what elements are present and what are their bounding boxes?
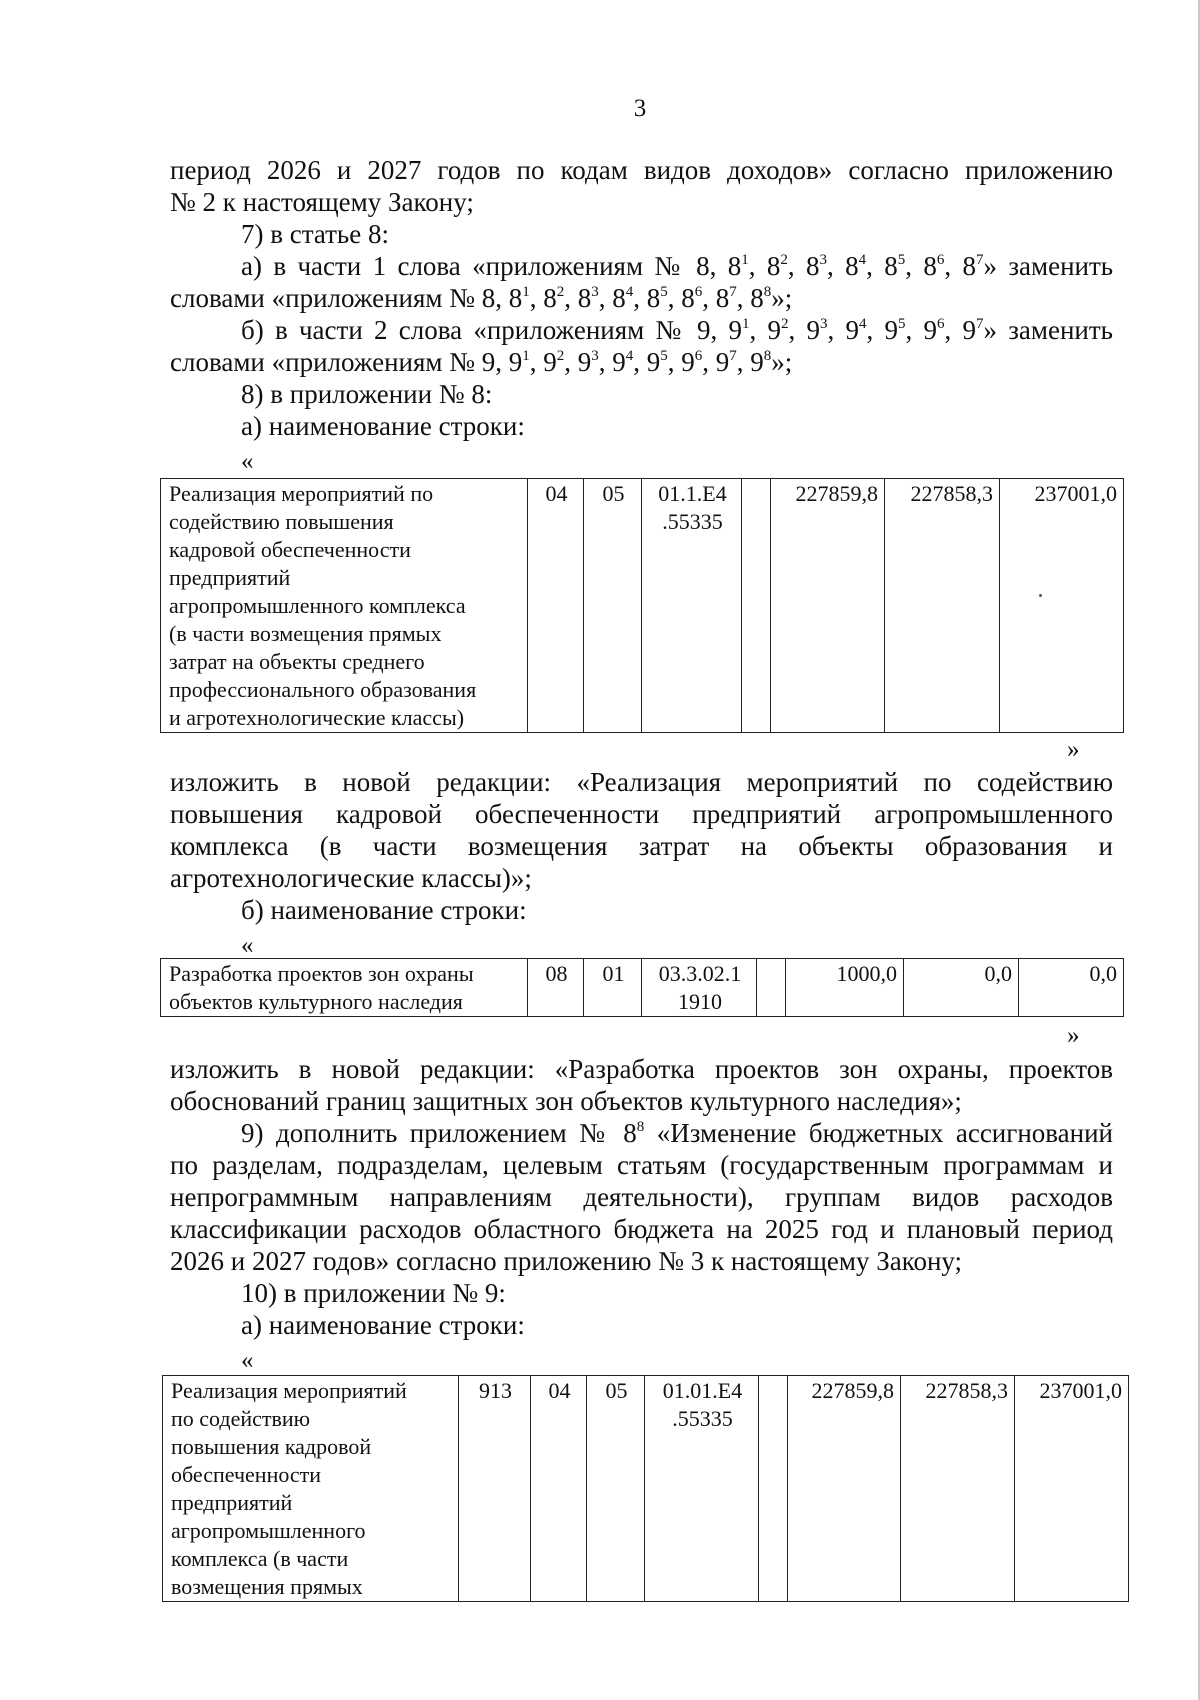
cell-line: (в части возмещения прямых [169,621,442,646]
appendix-number: 9 [508,347,523,377]
appendix-number: 9 [884,315,899,345]
appendix-number: 8 [884,251,898,281]
appendix-number: 9 [543,347,557,377]
appendix-number: 9 [728,315,743,345]
appendix-number: 8 [806,251,820,281]
close-quote: » [1067,1022,1080,1049]
appendix-superscript: 8 [763,284,772,300]
appendix-number: 9 [612,347,626,377]
subsection-code: 01 [584,959,642,1017]
appendix-superscript: 2 [780,252,788,268]
row-name-cell [161,959,528,1017]
section-code: 04 [528,479,584,733]
appendix-superscript: 2 [556,284,565,300]
appendix-number: 9 [962,315,977,345]
row-name-cell [163,1376,459,1602]
appendix-superscript: 5 [898,316,906,332]
appendix-number: 9 [681,347,695,377]
appendix-number: 8 [543,283,557,313]
cell-line: комплекса (в части [171,1546,349,1571]
appendix-number: 8 [766,251,781,281]
appendix-superscript: 5 [660,348,668,364]
cell-line: Реализация мероприятий по [169,481,434,506]
appendix-superscript: 3 [591,284,599,300]
appendix-number: 8 [612,283,626,313]
cell-line: 01.01.E4 [662,1378,743,1403]
amount-2025: 227859,8 [771,479,885,733]
appendix-number: 8 [923,251,937,281]
appendix-superscript: 8 [763,348,772,364]
cell-line: 03.3.02.1 [658,961,742,986]
appendix-number: 8 [750,283,764,313]
paragraph-add-appendix: 9) дополнить приложением № $8^8$ «Изменение бюджетных ассигнований по разделам, подразделам, целевым статьям (государственным программам и непрограммным направлениям деятельности), группам видов расходов классификации расходов областного бюджета на 2025 год и плановый период 2026 и 2027 годов» согласно приложению № 3 к настоящему Закону; [170,1118,1113,1276]
cell-line: Разработка проектов зон охраны [169,961,474,986]
amount-2025: 227859,8 [788,1376,901,1602]
row-name-cell [161,479,528,733]
scan-speck [1039,594,1042,597]
cell-line: Реализация мероприятий [171,1378,407,1403]
paragraph-part-1: а) в части 1 слова «приложениям № 8, $8^1$, $8^2$, $8^3$, $8^4$, $8^5$, $8^6$, $8^7$» заменить словами «приложениям № 8, $8^1$, $8^2$, $8^3$, $8^4$, $8^5$, $8^6$, $8^7$, $8^8$»; [170,251,1114,313]
expense-type-code [742,479,771,733]
paragraph-new-wording-1: изложить в новой редакции: «Реализация мероприятий по содействию повышения кадровой обеспеченности предприятий агропромышленного комплекса (в части возмещения затрат на объекты образования и агротехнологические классы)»; [170,767,1113,893]
appendix-superscript: 1 [522,348,530,364]
appendix-superscript: 4 [859,316,867,332]
cell-line: кадровой обеспеченности [169,537,411,562]
amount-2026: 227858,3 [885,479,1000,733]
paragraph-part-2: б) в части 2 слова «приложениям № 9, $9^1$, $9^2$, $9^3$, $9^4$, $9^5$, $9^6$, $9^7$» заменить словами «приложениям № 9, $9^1$, $9^2$, $9^3$, $9^4$, $9^5$, $9^6$, $9^7$, $9^8$»; [170,315,1113,377]
section-code: 08 [528,959,584,1017]
page-number: 3 [633,95,647,122]
appendix-superscript: 1 [742,316,750,332]
cell-line: 1910 [678,989,722,1014]
cell-line: .55335 [662,509,723,534]
appendix-number: 8 [681,283,695,313]
appendix-superscript: 1 [741,252,749,268]
appendix-superscript: 5 [660,284,668,300]
appendix-superscript: 6 [694,348,703,364]
item-appendix-9: 10) в приложении № 9: [241,1278,506,1308]
appendix-number: 9 [806,315,821,345]
appendix-superscript: 4 [625,348,634,364]
appendix-superscript: 7 [976,252,984,268]
cell-line: .55335 [672,1406,733,1431]
target-article-code [645,1376,759,1602]
expense-type-code [757,959,786,1017]
appendix-superscript: 4 [625,284,634,300]
open-quote: « [241,932,254,959]
paragraph-income-period: период 2026 и 2027 годов по кодам видов доходов» согласно приложению № 2 к настоящему Закону; [170,155,1113,217]
cell-line: повышения кадровой [171,1434,372,1459]
budget-table-2 [160,958,1124,1017]
appendix-superscript: 1 [522,284,530,300]
open-quote: « [241,1347,254,1374]
appendix-number: 8 [845,251,859,281]
appendix-superscript: 6 [936,252,945,268]
appendix-superscript: 6 [937,316,945,332]
target-article-code [642,479,742,733]
table-row [161,479,1124,733]
appendix-number: 9 [923,315,938,345]
appendix-superscript: 3 [820,316,828,332]
cell-line: предприятий [169,565,291,590]
appendix-superscript: 3 [819,252,828,268]
cell-line: и агротехнологические классы) [169,705,465,730]
cell-line: объектов культурного наследия [169,989,463,1014]
cell-line: профессионального образования [169,677,477,702]
appendix-number: 9 [845,315,860,345]
subsection-code: 05 [587,1376,645,1602]
appendix-number: 9 [750,347,764,377]
department-code: 913 [459,1376,531,1602]
item-row-name-a: а) наименование строки: [241,411,525,441]
close-quote: » [1067,736,1080,763]
table-row [163,1376,1129,1602]
item-appendix-8: 8) в приложении № 8: [241,379,493,409]
table-row [161,959,1124,1017]
cell-line: предприятий [171,1490,293,1515]
item-row-name-b: б) наименование строки: [241,895,527,925]
paragraph-new-wording-2: изложить в новой редакции: «Разработка проектов зон охраны, проектов обоснований границ защитных зон объектов культурного наследия»; [170,1054,1113,1116]
amount-2025: 1000,0 [786,959,904,1017]
appendix-number: 8 [577,283,592,313]
amount-2027: 0,0 [1019,959,1124,1017]
cell-line: обеспеченности [171,1462,322,1487]
appendix-superscript: 4 [858,252,867,268]
target-article-code [642,959,757,1017]
subsection-code: 05 [584,479,642,733]
expense-type-code [759,1376,788,1602]
section-code: 04 [531,1376,587,1602]
item-row-name-c: а) наименование строки: [241,1310,525,1340]
appendix-superscript: 7 [729,348,737,364]
appendix-number: 9 [577,347,592,377]
appendix-superscript: 6 [694,284,703,300]
appendix-superscript: 3 [591,348,599,364]
budget-table-1 [160,478,1124,733]
appendix-number: 8 [962,251,977,281]
cell-line: содействию повышения [169,509,394,534]
appendix-superscript: 7 [976,316,984,332]
appendix-number: 8 [646,283,661,313]
cell-line: по содействию [171,1406,311,1431]
appendix-superscript: 2 [781,316,789,332]
amount-2026: 0,0 [904,959,1019,1017]
amount-2026: 227858,3 [901,1376,1015,1602]
amount-2027: 237001,0 [1000,479,1124,733]
appendix-number: 9 [767,315,782,345]
budget-table-3 [162,1375,1129,1602]
cell-line: агропромышленного [171,1518,366,1543]
appendix-number: 9 [646,347,661,377]
amount-2027: 237001,0 [1015,1376,1129,1602]
open-quote: « [241,448,254,475]
appendix-number: 9 [715,347,730,377]
appendix-superscript: 2 [556,348,565,364]
appendix-number: 8 [715,283,730,313]
item-article-8: 7) в статье 8: [241,219,389,249]
cell-line: агропромышленного комплекса [169,593,466,618]
appendix-number: 8 [508,283,523,313]
appendix-superscript: 7 [729,284,737,300]
cell-line: возмещения прямых [171,1574,363,1599]
appendix-number: 8 [727,251,742,281]
appendix-superscript: 5 [897,252,906,268]
cell-line: 01.1.E4 [658,481,727,506]
cell-line: затрат на объекты среднего [169,649,425,674]
